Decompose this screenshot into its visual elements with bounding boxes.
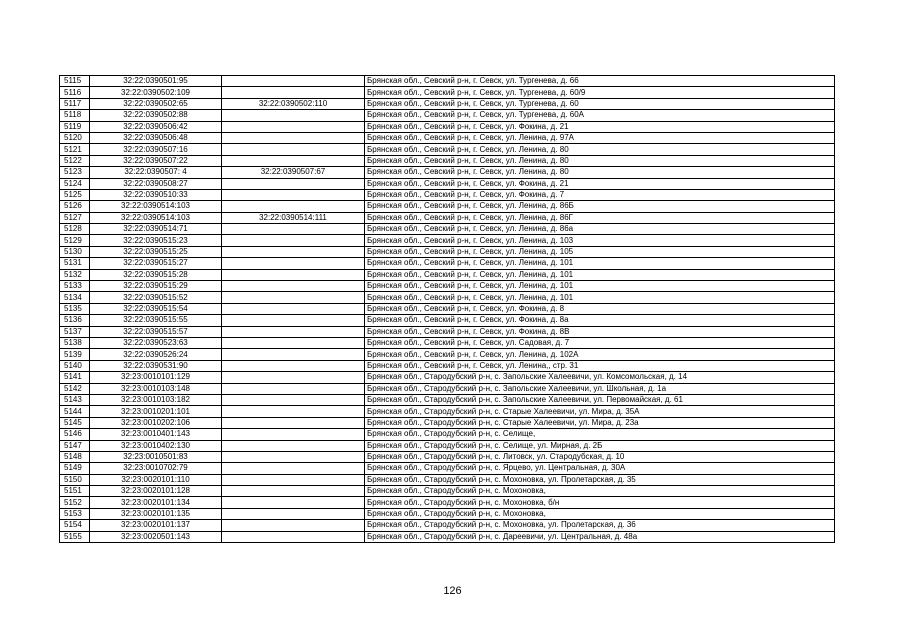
address-cell: Брянская обл., Стародубский р-н, с. Старые Халеевичи, ул. Мира, д. 35А	[365, 406, 835, 417]
cadastral-number-cell: 32:22:0390515:25	[90, 246, 222, 257]
row-number-cell: 5151	[60, 486, 90, 497]
address-cell: Брянская обл., Севский р-н, г. Севск, ул. Ленина, д. 80	[365, 155, 835, 166]
related-cadastral-number-cell: 32:22:0390507:67	[222, 167, 365, 178]
row-number-cell: 5135	[60, 303, 90, 314]
table-row	[60, 474, 835, 485]
cadastral-number-cell: 32:22:0390502:109	[90, 87, 222, 98]
address-cell: Брянская обл., Севский р-н, г. Севск, ул. Ленина, д. 101	[365, 292, 835, 303]
row-number-cell: 5148	[60, 451, 90, 462]
related-cadastral-number-cell	[222, 281, 365, 292]
row-number-cell: 5153	[60, 508, 90, 519]
table-row	[60, 201, 835, 212]
address-cell: Брянская обл., Стародубский р-н, с. Запольские Халеевичи, ул. Школьная, д. 1а	[365, 383, 835, 394]
cadastral-number-cell: 32:22:0390523:63	[90, 337, 222, 348]
table-row	[60, 269, 835, 280]
cadastral-number-cell: 32:22:0390515:55	[90, 315, 222, 326]
cadastral-number-cell: 32:23:0010202:106	[90, 417, 222, 428]
cadastral-number-cell: 32:22:0390502:65	[90, 98, 222, 109]
related-cadastral-number-cell	[222, 429, 365, 440]
table-row	[60, 497, 835, 508]
cadastral-number-cell: 32:23:0020101:137	[90, 520, 222, 531]
cadastral-number-cell: 32:22:0390506:48	[90, 132, 222, 143]
address-cell: Брянская обл., Стародубский р-н, с. Мохоновка,	[365, 486, 835, 497]
cadastral-number-cell: 32:22:0390508:27	[90, 178, 222, 189]
related-cadastral-number-cell	[222, 201, 365, 212]
row-number-cell: 5154	[60, 520, 90, 531]
related-cadastral-number-cell	[222, 155, 365, 166]
table-row	[60, 246, 835, 257]
related-cadastral-number-cell	[222, 417, 365, 428]
related-cadastral-number-cell	[222, 451, 365, 462]
table-row	[60, 167, 835, 178]
row-number-cell: 5124	[60, 178, 90, 189]
cadastral-number-cell: 32:23:0010501:83	[90, 451, 222, 462]
row-number-cell: 5143	[60, 394, 90, 405]
address-cell: Брянская обл., Севский р-н, г. Севск, ул. Тургенева, д. 60А	[365, 110, 835, 121]
cadastral-number-cell: 32:22:0390507:16	[90, 144, 222, 155]
related-cadastral-number-cell	[222, 269, 365, 280]
table-row	[60, 520, 835, 531]
cadastral-number-cell: 32:23:0020501:143	[90, 531, 222, 542]
cadastral-number-cell: 32:22:0390514:103	[90, 201, 222, 212]
cadastral-number-cell: 32:22:0390515:29	[90, 281, 222, 292]
related-cadastral-number-cell	[222, 110, 365, 121]
address-cell: Брянская обл., Севский р-н, г. Севск, ул. Фокина, д. 8а	[365, 315, 835, 326]
table-row	[60, 155, 835, 166]
table-row	[60, 349, 835, 360]
related-cadastral-number-cell	[222, 326, 365, 337]
table-row	[60, 417, 835, 428]
row-number-cell: 5121	[60, 144, 90, 155]
table-row	[60, 121, 835, 132]
row-number-cell: 5152	[60, 497, 90, 508]
address-cell: Брянская обл., Севский р-н, г. Севск, ул. Ленина, д. 101	[365, 269, 835, 280]
related-cadastral-number-cell	[222, 440, 365, 451]
row-number-cell: 5145	[60, 417, 90, 428]
table-row	[60, 87, 835, 98]
row-number-cell: 5126	[60, 201, 90, 212]
row-number-cell: 5147	[60, 440, 90, 451]
related-cadastral-number-cell	[222, 189, 365, 200]
cadastral-number-cell: 32:22:0390502:88	[90, 110, 222, 121]
address-cell: Брянская обл., Севский р-н, г. Севск, ул. Ленина, д. 102А	[365, 349, 835, 360]
address-cell: Брянская обл., Стародубский р-н, с. Мохоновка,	[365, 508, 835, 519]
table-body	[60, 76, 835, 543]
table-row	[60, 372, 835, 383]
row-number-cell: 5125	[60, 189, 90, 200]
related-cadastral-number-cell	[222, 337, 365, 348]
table-row	[60, 292, 835, 303]
table-row	[60, 212, 835, 223]
address-cell: Брянская обл., Севский р-н, г. Севск, ул. Ленина, д. 97А	[365, 132, 835, 143]
row-number-cell: 5115	[60, 76, 90, 87]
address-cell: Брянская обл., Севский р-н, г. Севск, ул. Ленина, д. 101	[365, 258, 835, 269]
table-row	[60, 224, 835, 235]
cadastral-number-cell: 32:23:0020101:128	[90, 486, 222, 497]
address-cell: Брянская обл., Стародубский р-н, с. Запольские Халеевичи, ул. Комсомольская, д. 14	[365, 372, 835, 383]
address-cell: Брянская обл., Севский р-н, г. Севск, ул. Фокина, д. 7	[365, 189, 835, 200]
related-cadastral-number-cell: 32:22:0390502:110	[222, 98, 365, 109]
table-row	[60, 508, 835, 519]
address-cell: Брянская обл., Стародубский р-н, с. Дареевичи, ул. Центральная, д. 48а	[365, 531, 835, 542]
row-number-cell: 5131	[60, 258, 90, 269]
cadastral-number-cell: 32:22:0390515:27	[90, 258, 222, 269]
row-number-cell: 5123	[60, 167, 90, 178]
related-cadastral-number-cell	[222, 76, 365, 87]
related-cadastral-number-cell	[222, 144, 365, 155]
row-number-cell: 5141	[60, 372, 90, 383]
cadastral-number-cell: 32:22:0390514:103	[90, 212, 222, 223]
address-cell: Брянская обл., Севский р-н, г. Севск, ул. Тургенева, д. 66	[365, 76, 835, 87]
related-cadastral-number-cell	[222, 486, 365, 497]
row-number-cell: 5119	[60, 121, 90, 132]
related-cadastral-number-cell	[222, 349, 365, 360]
table-row	[60, 440, 835, 451]
table-row	[60, 383, 835, 394]
related-cadastral-number-cell	[222, 258, 365, 269]
table-row	[60, 98, 835, 109]
related-cadastral-number-cell	[222, 394, 365, 405]
related-cadastral-number-cell	[222, 246, 365, 257]
cadastral-number-cell: 32:22:0390501:95	[90, 76, 222, 87]
address-cell: Брянская обл., Севский р-н, г. Севск, ул. Тургенева, д. 60	[365, 98, 835, 109]
cadastral-number-cell: 32:22:0390515:23	[90, 235, 222, 246]
row-number-cell: 5150	[60, 474, 90, 485]
table-row	[60, 486, 835, 497]
row-number-cell: 5116	[60, 87, 90, 98]
address-cell: Брянская обл., Севский р-н, г. Севск, ул. Ленина, д. 80	[365, 144, 835, 155]
cadastral-number-cell: 32:23:0010103:148	[90, 383, 222, 394]
cadastral-number-cell: 32:22:0390507: 4	[90, 167, 222, 178]
table-row	[60, 132, 835, 143]
address-cell: Брянская обл., Стародубский р-н, с. Ярцево, ул. Центральная, д. 30А	[365, 463, 835, 474]
row-number-cell: 5146	[60, 429, 90, 440]
row-number-cell: 5117	[60, 98, 90, 109]
cadastral-number-cell: 32:22:0390515:52	[90, 292, 222, 303]
address-cell: Брянская обл., Стародубский р-н, с. Селище,	[365, 429, 835, 440]
row-number-cell: 5118	[60, 110, 90, 121]
page-number: 126	[443, 585, 462, 597]
address-cell: Брянская обл., Севский р-н, г. Севск, ул. Ленина, д. 86а	[365, 224, 835, 235]
row-number-cell: 5127	[60, 212, 90, 223]
related-cadastral-number-cell	[222, 497, 365, 508]
table-row	[60, 76, 835, 87]
cadastral-number-cell: 32:23:0010101:129	[90, 372, 222, 383]
cadastral-number-cell: 32:22:0390531:90	[90, 360, 222, 371]
row-number-cell: 5122	[60, 155, 90, 166]
address-cell: Брянская обл., Севский р-н, г. Севск, ул. Тургенева, д. 60/9	[365, 87, 835, 98]
related-cadastral-number-cell	[222, 87, 365, 98]
row-number-cell: 5137	[60, 326, 90, 337]
related-cadastral-number-cell	[222, 406, 365, 417]
row-number-cell: 5128	[60, 224, 90, 235]
address-cell: Брянская обл., Севский р-н, г. Севск, ул. Фокина, д. 21	[365, 178, 835, 189]
table-row	[60, 110, 835, 121]
cadastral-number-cell: 32:22:0390506:42	[90, 121, 222, 132]
table-row	[60, 303, 835, 314]
cadastral-number-cell: 32:23:0020101:135	[90, 508, 222, 519]
address-cell: Брянская обл., Севский р-н, г. Севск, ул. Фокина, д. 21	[365, 121, 835, 132]
table-row	[60, 429, 835, 440]
table-row	[60, 451, 835, 462]
row-number-cell: 5155	[60, 531, 90, 542]
address-cell: Брянская обл., Севский р-н, г. Севск, ул. Садовая, д. 7	[365, 337, 835, 348]
table-row	[60, 394, 835, 405]
address-cell: Брянская обл., Севский р-н, г. Севск, ул. Ленина, д. 86Б	[365, 201, 835, 212]
row-number-cell: 5140	[60, 360, 90, 371]
related-cadastral-number-cell	[222, 315, 365, 326]
row-number-cell: 5134	[60, 292, 90, 303]
cadastral-number-cell: 32:23:0010201:101	[90, 406, 222, 417]
table-row	[60, 463, 835, 474]
cadastral-number-cell: 32:22:0390515:54	[90, 303, 222, 314]
cadastral-number-cell: 32:23:0020101:110	[90, 474, 222, 485]
table-row	[60, 406, 835, 417]
related-cadastral-number-cell	[222, 178, 365, 189]
row-number-cell: 5138	[60, 337, 90, 348]
address-cell: Брянская обл., Стародубский р-н, с. Селище, ул. Мирная, д. 2Б	[365, 440, 835, 451]
cadastral-number-cell: 32:22:0390526:24	[90, 349, 222, 360]
cadastral-number-cell: 32:23:0020101:134	[90, 497, 222, 508]
row-number-cell: 5132	[60, 269, 90, 280]
address-cell: Брянская обл., Севский р-н, г. Севск, ул. Ленина, д. 80	[365, 167, 835, 178]
row-number-cell: 5120	[60, 132, 90, 143]
table-row	[60, 337, 835, 348]
table-row	[60, 258, 835, 269]
address-cell: Брянская обл., Стародубский р-н, с. Старые Халеевичи, ул. Мира, д. 23а	[365, 417, 835, 428]
related-cadastral-number-cell	[222, 474, 365, 485]
row-number-cell: 5129	[60, 235, 90, 246]
related-cadastral-number-cell	[222, 235, 365, 246]
related-cadastral-number-cell	[222, 372, 365, 383]
row-number-cell: 5130	[60, 246, 90, 257]
cadastral-number-cell: 32:22:0390515:28	[90, 269, 222, 280]
address-cell: Брянская обл., Севский р-н, г. Севск, ул. Ленина,, стр. 31	[365, 360, 835, 371]
row-number-cell: 5136	[60, 315, 90, 326]
address-cell: Брянская обл., Севский р-н, г. Севск, ул. Ленина, д. 105	[365, 246, 835, 257]
cadastral-number-cell: 32:22:0390507:22	[90, 155, 222, 166]
address-cell: Брянская обл., Стародубский р-н, с. Мохоновка, б/н	[365, 497, 835, 508]
cadastral-number-cell: 32:23:0010401:143	[90, 429, 222, 440]
cadastral-number-cell: 32:23:0010402:130	[90, 440, 222, 451]
address-cell: Брянская обл., Стародубский р-н, с. Мохоновка, ул. Пролетарская, д. 36	[365, 520, 835, 531]
related-cadastral-number-cell	[222, 292, 365, 303]
table-row	[60, 144, 835, 155]
related-cadastral-number-cell	[222, 132, 365, 143]
table-row	[60, 315, 835, 326]
related-cadastral-number-cell	[222, 531, 365, 542]
address-cell: Брянская обл., Севский р-н, г. Севск, ул. Фокина, д. 8	[365, 303, 835, 314]
address-cell: Брянская обл., Стародубский р-н, с. Мохоновка, ул. Пролетарская, д. 35	[365, 474, 835, 485]
row-number-cell: 5139	[60, 349, 90, 360]
related-cadastral-number-cell	[222, 224, 365, 235]
table-row	[60, 235, 835, 246]
address-cell: Брянская обл., Севский р-н, г. Севск, ул. Ленина, д. 101	[365, 281, 835, 292]
related-cadastral-number-cell	[222, 508, 365, 519]
address-cell: Брянская обл., Стародубский р-н, с. Запольские Халеевичи, ул. Первомайская, д. 61	[365, 394, 835, 405]
related-cadastral-number-cell: 32:22:0390514:111	[222, 212, 365, 223]
property-register-table	[59, 75, 835, 543]
cadastral-number-cell: 32:22:0390514:71	[90, 224, 222, 235]
row-number-cell: 5144	[60, 406, 90, 417]
row-number-cell: 5149	[60, 463, 90, 474]
table-row	[60, 189, 835, 200]
address-cell: Брянская обл., Севский р-н, г. Севск, ул. Ленина, д. 86Г	[365, 212, 835, 223]
cadastral-number-cell: 32:22:0390510:33	[90, 189, 222, 200]
related-cadastral-number-cell	[222, 121, 365, 132]
address-cell: Брянская обл., Севский р-н, г. Севск, ул. Ленина, д. 103	[365, 235, 835, 246]
table-row	[60, 531, 835, 542]
cadastral-number-cell: 32:23:0010702:79	[90, 463, 222, 474]
related-cadastral-number-cell	[222, 383, 365, 394]
related-cadastral-number-cell	[222, 360, 365, 371]
table-row	[60, 326, 835, 337]
cadastral-number-cell: 32:22:0390515:57	[90, 326, 222, 337]
related-cadastral-number-cell	[222, 303, 365, 314]
table-row	[60, 360, 835, 371]
row-number-cell: 5133	[60, 281, 90, 292]
related-cadastral-number-cell	[222, 520, 365, 531]
address-cell: Брянская обл., Севский р-н, г. Севск, ул. Фокина, д. 8В	[365, 326, 835, 337]
table-row	[60, 281, 835, 292]
row-number-cell: 5142	[60, 383, 90, 394]
table-row	[60, 178, 835, 189]
address-cell: Брянская обл., Стародубский р-н, с. Литовск, ул. Стародубская, д. 10	[365, 451, 835, 462]
cadastral-number-cell: 32:23:0010103:182	[90, 394, 222, 405]
related-cadastral-number-cell	[222, 463, 365, 474]
